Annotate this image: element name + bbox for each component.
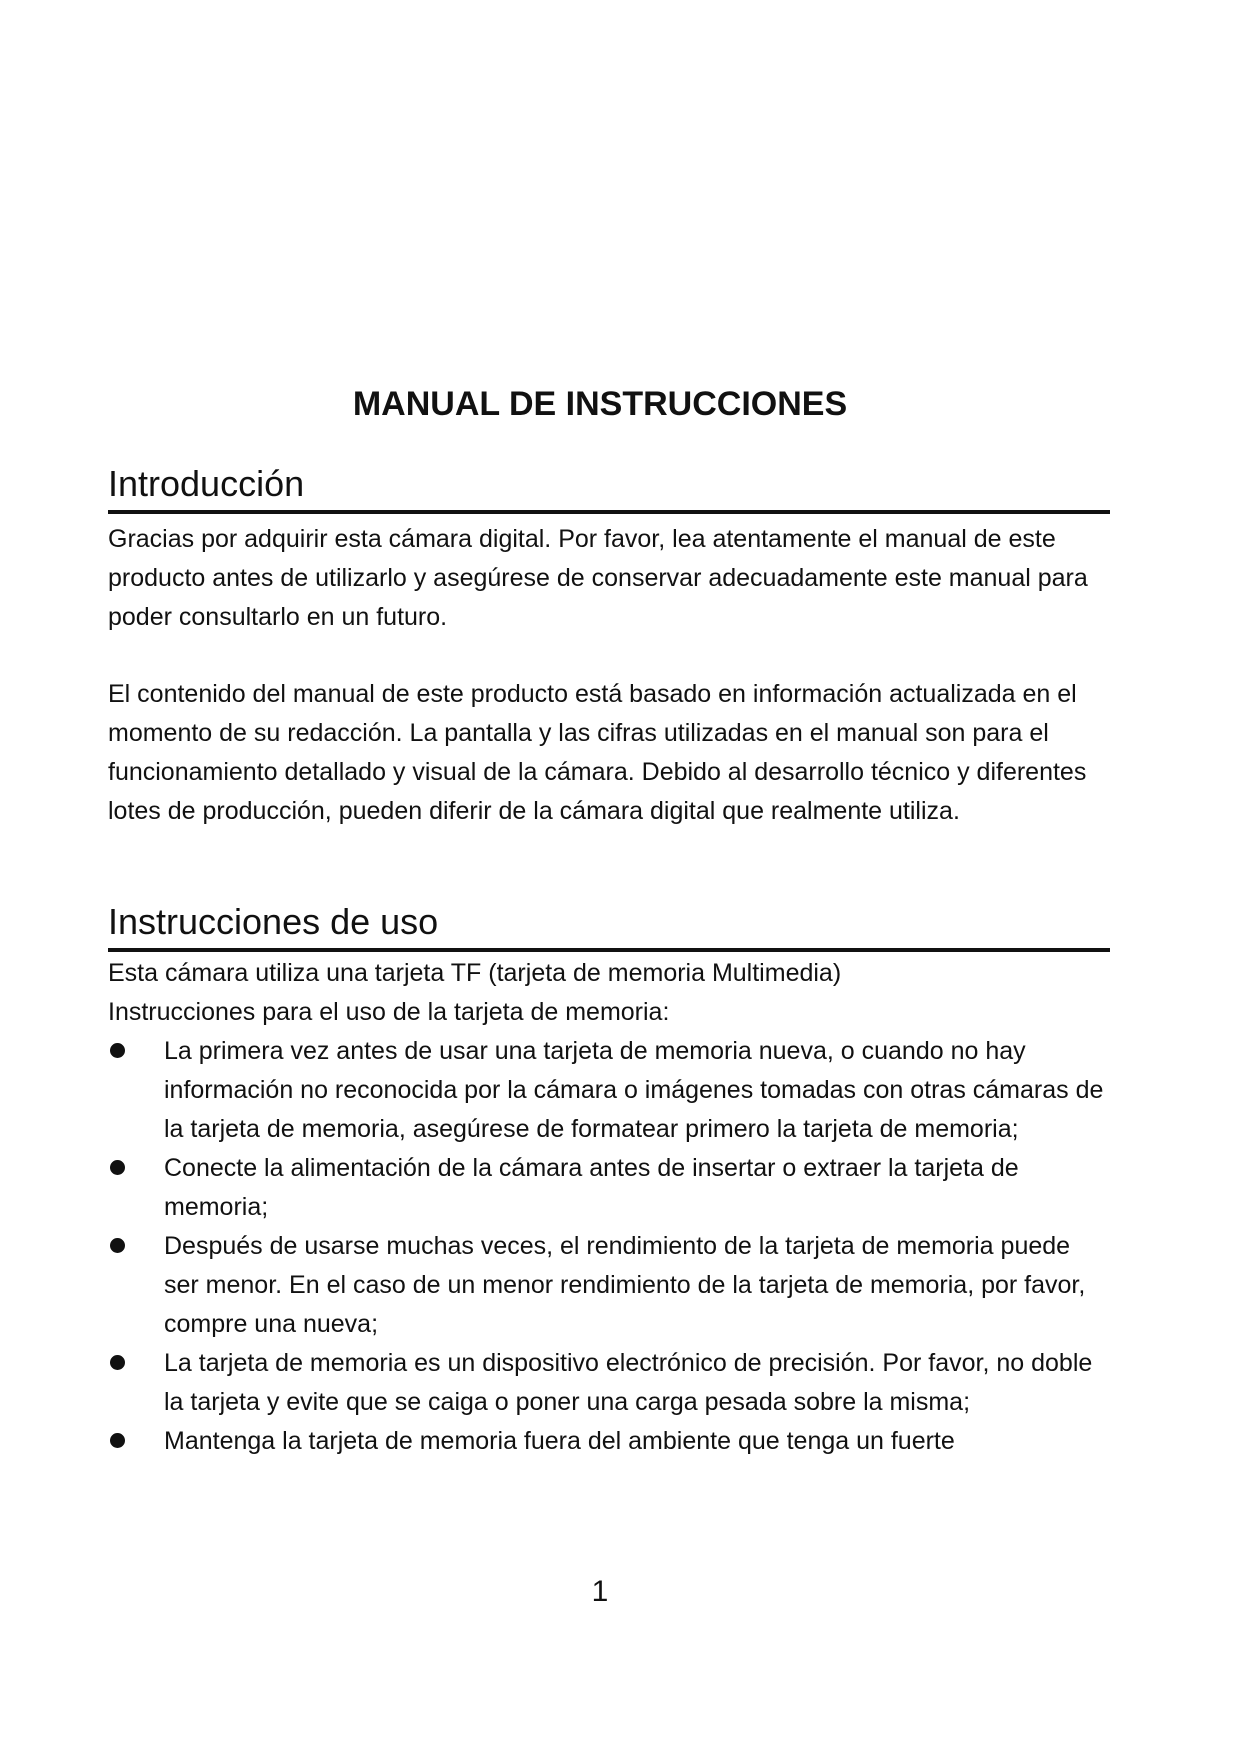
list-item-text: Mantenga la tarjeta de memoria fuera del ambiente que tenga un fuerte [164, 1427, 955, 1455]
intro-paragraph-2: El contenido del manual de este producto está basado en información actualizada en el momento de su redacción. La pantalla y las cifras utilizadas en el manual son para el funcionamiento detallado y visual de la cámara. Debido al desarrollo técnico y diferentes lotes de producción, pueden diferir de la cámara digital que realmente utiliza. [108, 680, 1087, 825]
list-item-text: Después de usarse muchas veces, el rendimiento de la tarjeta de memoria puede ser menor. En el caso de un menor rendimiento de la tarjeta de memoria, por favor, compre una nueva; [164, 1232, 1086, 1338]
list-item [108, 1227, 1110, 1344]
usage-section [108, 898, 1110, 1461]
page-title: MANUAL DE INSTRUCCIONES [352, 385, 848, 423]
bullet-icon [110, 1433, 125, 1448]
list-item-text: Conecte la alimentación de la cámara antes de insertar o extraer la tarjeta de memoria; [164, 1154, 1019, 1221]
intro-heading: Introducción [108, 460, 1110, 514]
page-number: 1 [591, 1575, 609, 1608]
list-item [108, 1344, 1110, 1422]
usage-line-1: Esta cámara utiliza una tarjeta TF (tarjeta de memoria Multimedia) [108, 959, 842, 987]
bullet-icon [110, 1355, 125, 1370]
bullet-icon [110, 1238, 125, 1253]
bullet-icon [110, 1160, 125, 1175]
list-item-text: La primera vez antes de usar una tarjeta de memoria nueva, o cuando no hay información no reconocida por la cámara o imágenes tomadas con otras cámaras de la tarjeta de memoria, asegúrese de formatear primero la tarjeta de memoria; [164, 1037, 1104, 1143]
intro-section [108, 460, 1110, 831]
list-item [108, 1149, 1110, 1227]
list-item-text: La tarjeta de memoria es un dispositivo electrónico de precisión. Por favor, no doble la tarjeta y evite que se caiga o poner una carga pesada sobre la misma; [164, 1349, 1093, 1416]
usage-heading: Instrucciones de uso [108, 898, 1110, 952]
memory-card-instructions-list [108, 1032, 1110, 1461]
intro-paragraph-1: Gracias por adquirir esta cámara digital. Por favor, lea atentamente el manual de este producto antes de utilizarlo y asegúrese de conservar adecuadamente este manual para poder consultarlo en un futuro. [108, 525, 1088, 631]
list-item [108, 1422, 1110, 1461]
usage-line-2: Instrucciones para el uso de la tarjeta de memoria: [108, 998, 670, 1026]
list-item [108, 1032, 1110, 1149]
bullet-icon [110, 1043, 125, 1058]
